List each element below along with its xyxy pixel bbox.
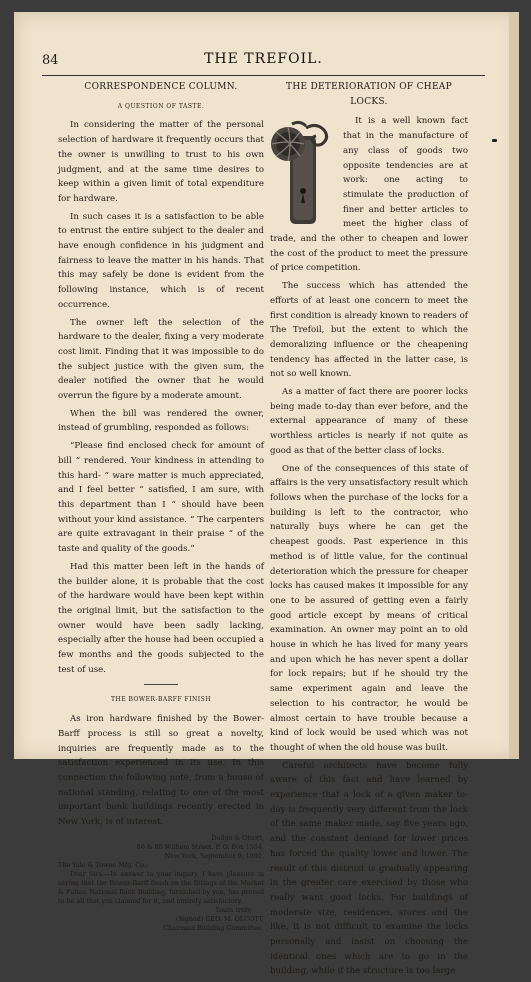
letter-closing: Yours truly, (215, 905, 252, 914)
quoted-letter: “Please find enclosed check for amount of bill “ rendered. Your kindness in attending to this hard- “ ware matter is much appreciated, and I feel better “ satisfied, I am sure, with this department than I “ should have been without your kind assistance. “ The carpenters are quite extravagant in their praise “ of the taste and quality of the goods.” (58, 441, 264, 555)
article-title: THE DETERIORATION OF CHEAP LOCKS. (286, 82, 452, 107)
right-column (270, 80, 468, 982)
page-number: 84 (42, 53, 59, 68)
page-header (42, 49, 485, 71)
paragraph: The owner left the selection of the hardware to the dealer, fixing a very moderate cost limit. Finding that it was impossible to do the subject justice with the given sum, the dealer notified the owner that he would overrun the figure by a moderate amount. (58, 317, 264, 402)
letter-address: 86 & 88 William Street. P. O. Box 1554. (136, 842, 264, 851)
door-knob-illustration (268, 114, 338, 226)
paragraph: It is a well known fact that in the manufacture of any class of goods two opposite tendencies are at work: one acting to stimulate the production of finer and better articles to meet the higher class of trade, and the other to cheapen and lower the cost of the product to meet the pressure of price competition. (270, 116, 468, 274)
running-title: THE TREFOIL. (204, 51, 323, 67)
paragraph: The success which has attended the efforts of at least one concern to meet the first condition is already known to readers of The Trefoil, but the extent to which the demoralizing influence or the cheapening tendency has affected in the latter case, is not so well known. (270, 281, 468, 380)
paragraph: As iron hardware finished by the Bower-Barff process is still so great a novelty, inquiries are frequently made as to the satisfaction experienced in its use. In this connection the following note, from a house of national standing, relating to one of the most important bank buildings recently erected in New York, is of interest. (58, 714, 264, 828)
left-column (58, 80, 264, 933)
paragraph: Careful architects have become fully aware of this fact and have learned by experience that a lock of a given maker to-day is frequently very different from the lock of the same maker made, say five years ago, and the constant demand for lower prices has forced the quality lower and lower. The result of this distrust is gradually appearing in the greater care exercised by those who really want good locks. For buildings of moderate size, residences, stores and the like, it is not difficult to examine the locks personally and insist on choosing the identical ones which are to go in the building, while if the structure is too large (270, 760, 468, 977)
binding-hole (492, 139, 497, 142)
subhead-bower-barff: THE BOWER-BARFF FINISH (110, 696, 212, 704)
paragraph: As a matter of fact there are poorer locks being made to-day than ever before, and the external appearance of many of these worthless articles is nearly if not quite as good as that of the better class of locks. (270, 387, 468, 456)
subhead-question-of-taste: A QUESTION OF TASTE. (117, 102, 205, 110)
letter-body: Dear Sirs:—In answer to your inquiry, I have pleasure in saying that the Bower-Barff finish on the fittings of the Market & Fulton National Bank Building, furnished by you, has proved to be all that you claimed for it, and entirely satisfactory. (58, 869, 264, 905)
paragraph: Had this matter been left in the hands of the builder alone, it is probable that the cost of the hardware would have been kept within the original limit, but the satisfaction to the owner would have been sadly lacking, especially after the house had been occupied a few months and the goods subjected to the test of use. (58, 561, 264, 675)
page-edge (509, 12, 519, 759)
paragraph: One of the consequences of this state of affairs is the very unsatisfactory result which follows when the purchase of the locks for a building is left to the contractor, who naturally buys where he can get the cheapest goods. Past experience in this method is of little value, for the continual deterioration which the pressure for cheaper locks has caused makes it impossible for any one to be assured of getting even a fairly good article except by means of critical examination. An owner may point an to old house in which he has lived for many years and upon which he has never spent a dollar for lock repairs; but if he should try the same experiment again and leave the selection to his contractor, he would be almost certain to have trouble because a kind of lock would be used which was not thought of when the old house was built. (270, 463, 468, 753)
paragraph: When the bill was rendered the owner, instead of grumbling, responded as follows: (58, 408, 264, 434)
letter (58, 834, 264, 933)
section-divider (144, 684, 178, 685)
letter-from: Dodge & Olcott, (211, 833, 264, 842)
letter-date: New York, September 9, 1891. (164, 851, 264, 860)
correspondence-title: CORRESPONDENCE COLUMN. (84, 82, 238, 92)
paragraph: In considering the matter of the personal selection of hardware it frequently occurs that the owner is unwilling to trust to his own judgment, and at the same time desires to keep within a given limit of total expenditure for hardware. (58, 120, 264, 204)
paragraph: In such cases it is a satisfaction to be able to entrust the entire subject to the dealer and have enough confidence in his judgment and fairness to leave the matter in his hands. That this may safely be done is evident from the following instance, which is of recent occurrence. (58, 211, 264, 310)
letter-recipient: The Yale & Towne Mfg. Co.: (58, 860, 149, 869)
letter-signature: (Signed) GEO. M. OLCOTT, (175, 914, 264, 923)
header-rule (42, 75, 485, 76)
letter-role: Chairman Building Committee. (163, 923, 264, 932)
